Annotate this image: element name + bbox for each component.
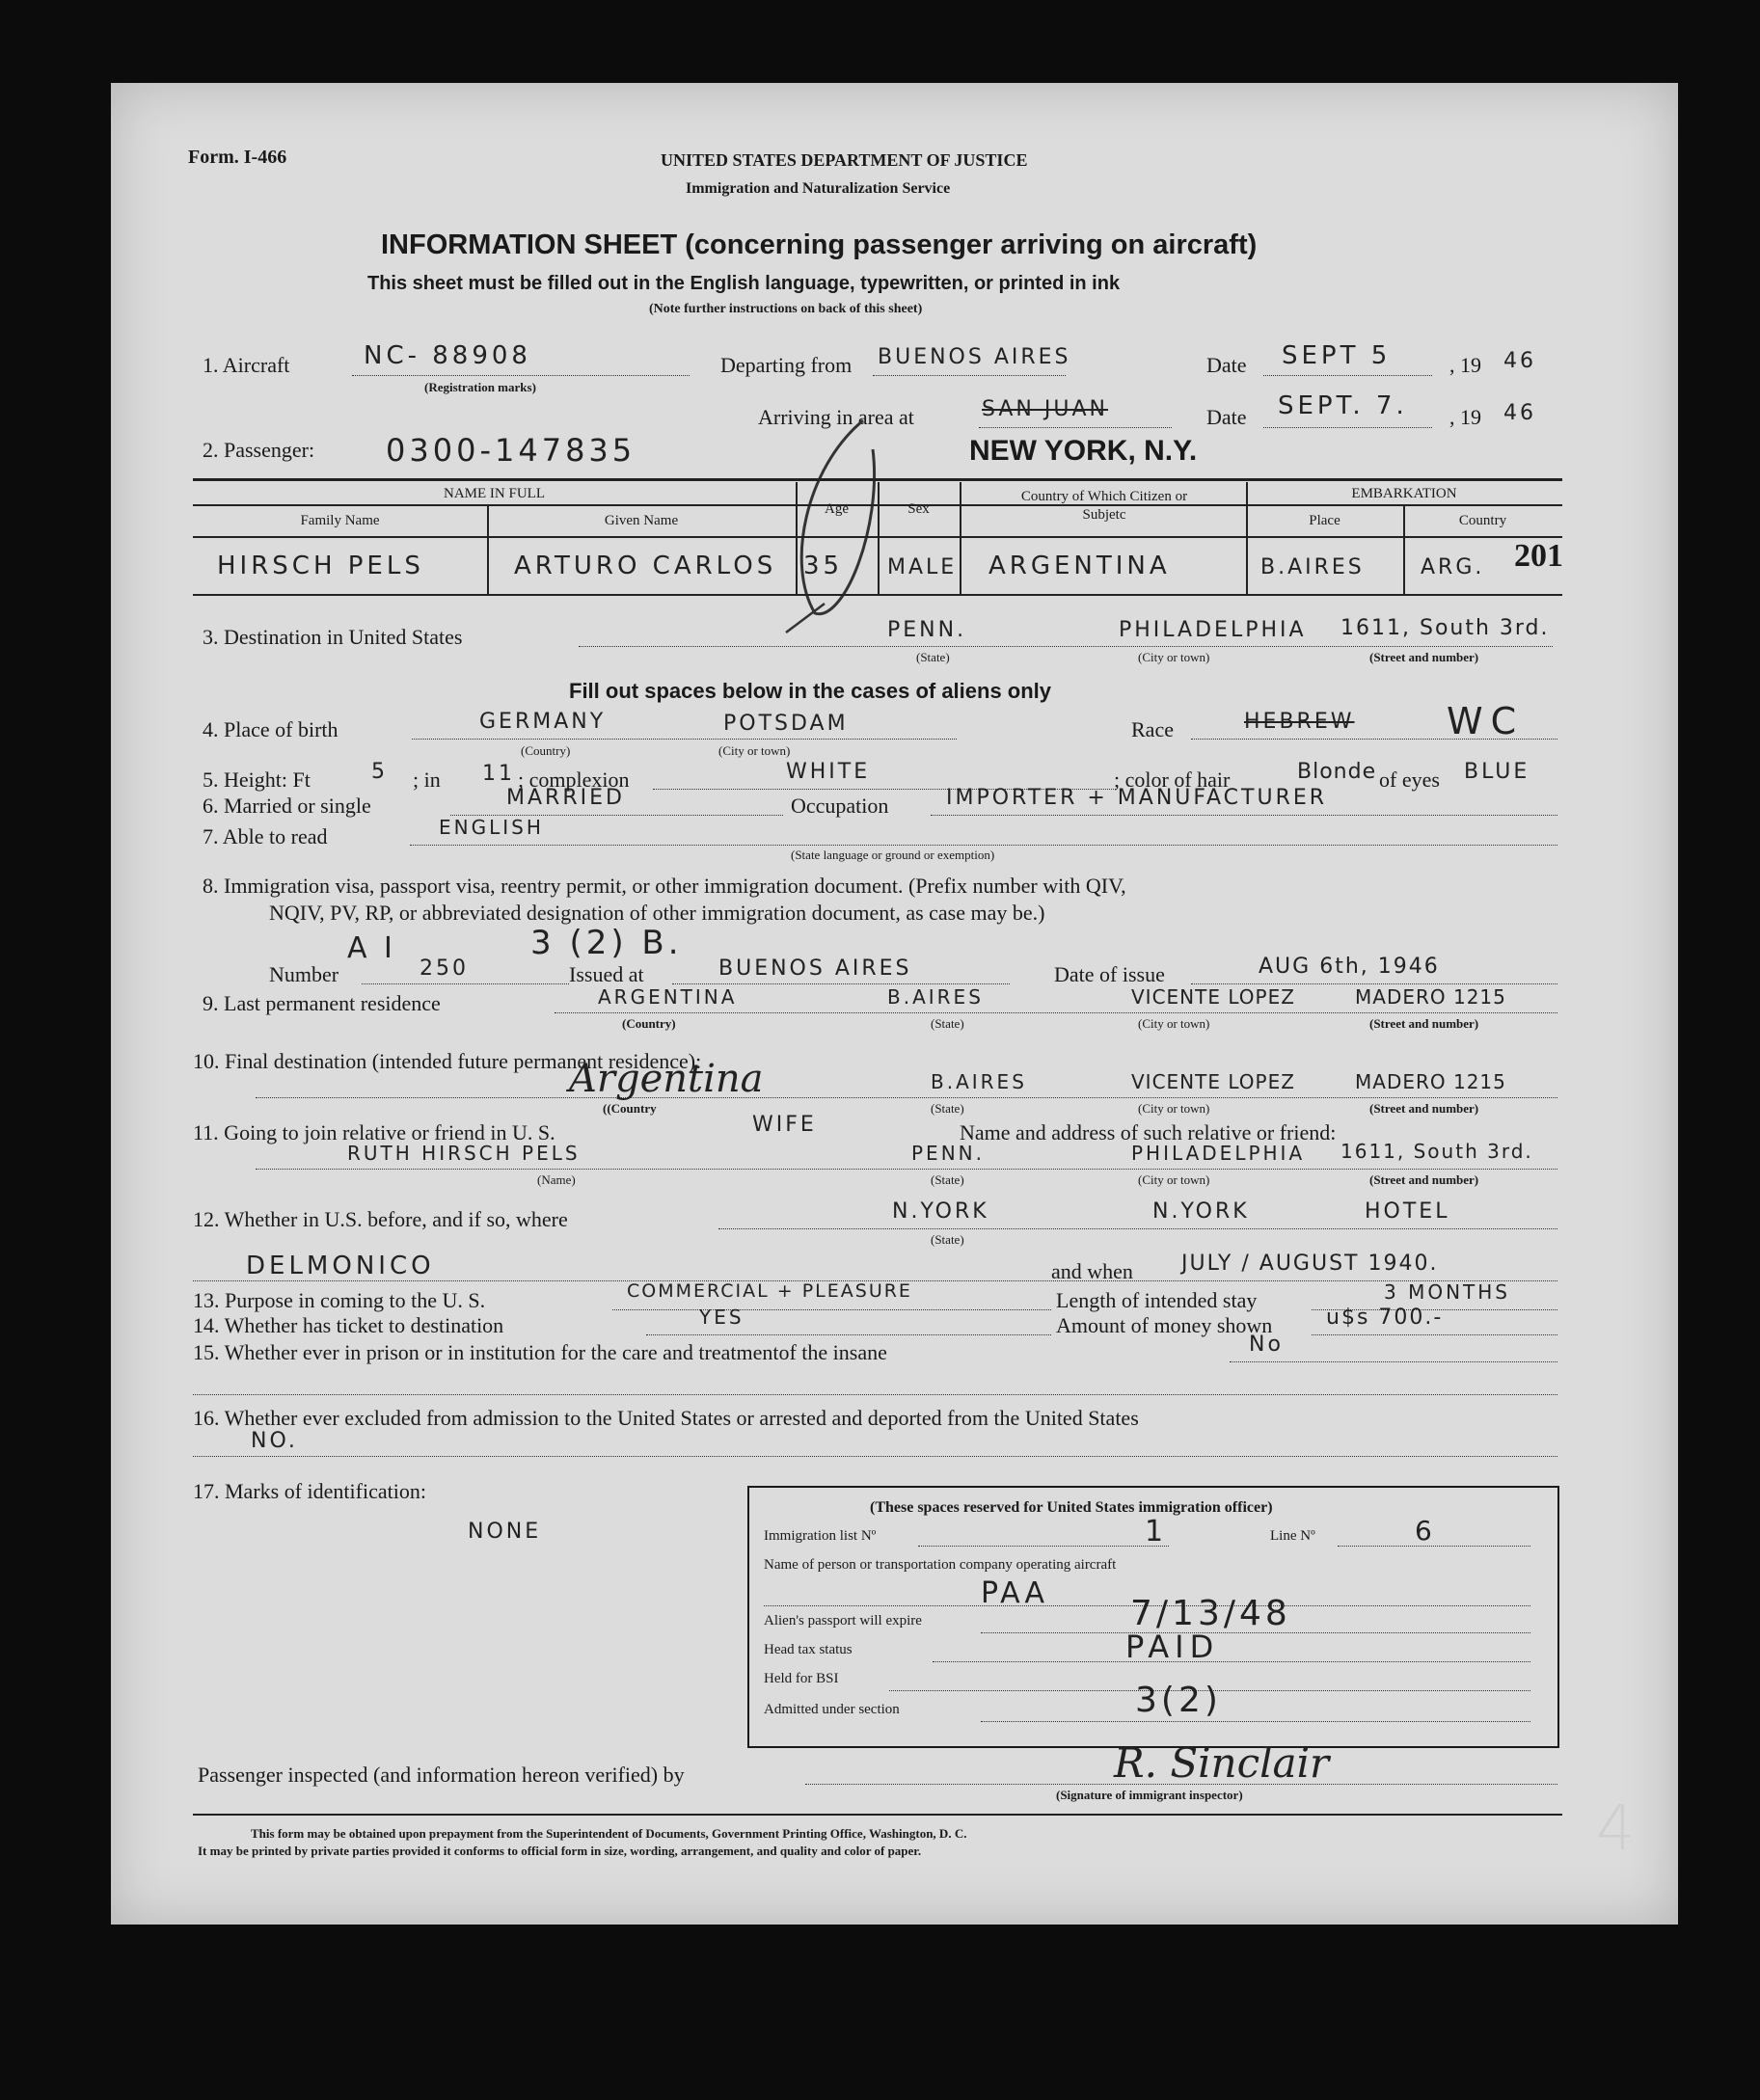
before-hotel: HOTEL bbox=[1365, 1199, 1450, 1224]
immigration-list-value: 1 bbox=[1145, 1515, 1167, 1548]
arrival-date-label: Date bbox=[1206, 405, 1247, 429]
residence-country-sub: (Country) bbox=[622, 1016, 676, 1031]
arrival-year-prefix: , 19 bbox=[1449, 405, 1481, 429]
married-label: 6. Married or single bbox=[203, 794, 371, 818]
read-value: ENGLISH bbox=[439, 816, 544, 839]
height-in: 11 bbox=[482, 762, 515, 786]
destination-label: 3. Destination in United States bbox=[203, 625, 463, 649]
read-label: 7. Able to read bbox=[203, 824, 328, 848]
visa-class-section: 3 (2) B. bbox=[530, 924, 683, 962]
prison-value: No bbox=[1249, 1333, 1284, 1357]
join-name-address-label: Name and address of such relative or friend: bbox=[960, 1120, 1337, 1144]
officer-box-heading: (These spaces reserved for United States immigration officer) bbox=[870, 1499, 1273, 1516]
residence-street: MADERO 1215 bbox=[1355, 985, 1506, 1009]
form-instruction: This sheet must be filled out in the English language, typewritten, or printed in ink bbox=[367, 273, 1121, 294]
before-place: DELMONICO bbox=[246, 1252, 435, 1280]
footer-line-1: This form may be obtained upon prepayment from the Superintendent of Documents, Government Printing Office, Washington, D. C. bbox=[251, 1826, 967, 1841]
race-value: HEBREW bbox=[1244, 710, 1355, 734]
aliens-heading: Fill out spaces below in the cases of aliens only bbox=[569, 679, 1052, 703]
height-in-label: ; in bbox=[413, 767, 441, 792]
join-city: PHILADELPHIA bbox=[1131, 1142, 1306, 1165]
before-state-sub: (State) bbox=[931, 1232, 964, 1247]
embark-place-value: B.AIRES bbox=[1260, 555, 1365, 579]
occupation-label: Occupation bbox=[791, 794, 889, 818]
excluded-label: 16. Whether ever excluded from admission to the United States or arrested and deported from the United States bbox=[193, 1406, 1139, 1430]
port-stamp: NEW YORK, N.Y. bbox=[969, 435, 1198, 467]
join-label: 11. Going to join relative or friend in U. S. bbox=[193, 1120, 555, 1144]
destination-street-sub: (Street and number) bbox=[1369, 650, 1479, 664]
section-value: 3(2) bbox=[1135, 1681, 1222, 1720]
visa-class-mark: A I bbox=[347, 931, 396, 965]
arrival-date-value: SEPT. 7. bbox=[1278, 391, 1408, 420]
family-name-value: HIRSCH PELS bbox=[217, 552, 424, 580]
signature-sub: (Signature of immigrant inspector) bbox=[1056, 1788, 1243, 1802]
passport-expire-label: Alien's passport will expire bbox=[764, 1613, 922, 1629]
residence-country: ARGENTINA bbox=[598, 985, 738, 1009]
prison-label: 15. Whether ever in prison or in institution for the care and treatmentof the insane bbox=[193, 1340, 887, 1364]
name-in-full-header: NAME IN FULL bbox=[444, 486, 545, 501]
final-dest-state-sub: (State) bbox=[931, 1101, 964, 1116]
purpose-value: COMMERCIAL + PLEASURE bbox=[627, 1280, 912, 1302]
birth-city-sub: (City or town) bbox=[718, 743, 791, 758]
visa-issued-at: BUENOS AIRES bbox=[718, 956, 912, 981]
aircraft-registration: NC- 88908 bbox=[364, 341, 531, 370]
table-top-rule bbox=[193, 478, 1562, 481]
destination-city-sub: (City or town) bbox=[1138, 650, 1210, 664]
form-note: (Note further instructions on back of this sheet) bbox=[649, 302, 923, 316]
line-number-value: 6 bbox=[1415, 1515, 1435, 1547]
race-label: Race bbox=[1131, 717, 1174, 741]
height-ft: 5 bbox=[371, 760, 388, 784]
visa-issued-label: Issued at bbox=[569, 962, 644, 986]
arrival-year-value: 46 bbox=[1503, 401, 1536, 425]
destination-state: PENN. bbox=[887, 618, 967, 642]
age-header: Age bbox=[825, 501, 849, 517]
join-state-sub: (State) bbox=[931, 1172, 964, 1187]
immigration-list-label: Immigration list Nº bbox=[764, 1528, 877, 1544]
company-value: PAA bbox=[981, 1576, 1049, 1610]
citizen-country-value: ARGENTINA bbox=[988, 552, 1171, 580]
embark-country-value: ARG. bbox=[1421, 555, 1485, 579]
footer-line-2: It may be printed by private parties provided it conforms to official form in size, wording, arrangement, and quality and color of paper. bbox=[198, 1844, 922, 1858]
visa-number-label: Number bbox=[269, 962, 339, 986]
complexion-value: WHITE bbox=[786, 760, 871, 784]
join-name-sub: (Name) bbox=[537, 1172, 576, 1187]
join-street-sub: (Street and number) bbox=[1369, 1172, 1479, 1187]
stay-value: 3 MONTHS bbox=[1384, 1280, 1510, 1304]
citizen-country-header: Country of Which Citizen or Subjetc bbox=[1020, 489, 1188, 523]
departing-value: BUENOS AIRES bbox=[878, 345, 1071, 369]
visa-date: AUG 6th, 1946 bbox=[1259, 955, 1440, 979]
read-sub: (State language or ground or exemption) bbox=[791, 848, 995, 862]
join-street: 1611, South 3rd. bbox=[1340, 1140, 1533, 1163]
money-label: Amount of money shown bbox=[1056, 1313, 1273, 1337]
arriving-value: SAN JUAN bbox=[982, 397, 1108, 421]
final-dest-city-sub: (City or town) bbox=[1138, 1101, 1210, 1116]
page-number-stamp: 201 bbox=[1514, 538, 1563, 574]
head-tax-value: PAID bbox=[1125, 1629, 1220, 1665]
destination-city: PHILADELPHIA bbox=[1119, 618, 1307, 642]
department-name: UNITED STATES DEPARTMENT OF JUSTICE bbox=[661, 150, 1028, 170]
departure-date-value: SEPT 5 bbox=[1282, 341, 1392, 370]
ticket-value: YES bbox=[699, 1306, 745, 1329]
before-state: N.YORK bbox=[892, 1199, 989, 1224]
destination-state-sub: (State) bbox=[916, 650, 950, 664]
final-dest-country-sub: ((Country bbox=[603, 1101, 657, 1116]
complexion-label: ; complexion bbox=[518, 767, 630, 792]
purpose-label: 13. Purpose in coming to the U. S. bbox=[193, 1288, 486, 1312]
inspection-label: Passenger inspected (and information hereon verified) by bbox=[198, 1763, 685, 1787]
departure-year-prefix: , 19 bbox=[1449, 353, 1481, 377]
birth-city: POTSDAM bbox=[723, 712, 849, 736]
sex-value: MALE bbox=[887, 555, 958, 579]
embark-country-header: Country bbox=[1458, 513, 1507, 528]
excluded-value: NO. bbox=[251, 1429, 298, 1453]
family-name-header: Family Name bbox=[300, 513, 380, 528]
head-tax-label: Head tax status bbox=[764, 1642, 853, 1657]
final-dest-street-sub: (Street and number) bbox=[1369, 1101, 1479, 1116]
marks-value: NONE bbox=[468, 1520, 542, 1544]
birth-country: GERMANY bbox=[479, 710, 607, 734]
marks-label: 17. Marks of identification: bbox=[193, 1479, 426, 1503]
footer-rule bbox=[193, 1814, 1562, 1816]
residence-street-sub: (Street and number) bbox=[1369, 1016, 1479, 1031]
money-value: u$s 700.- bbox=[1326, 1306, 1444, 1330]
departing-label: Departing from bbox=[720, 353, 853, 377]
residence-city: VICENTE LOPEZ bbox=[1131, 985, 1295, 1009]
departure-date-label: Date bbox=[1206, 353, 1247, 377]
passenger-number: 0300-147835 bbox=[386, 432, 636, 469]
departure-year-value: 46 bbox=[1503, 349, 1536, 373]
final-dest-state: B.AIRES bbox=[931, 1070, 1027, 1093]
passport-expire-value: 7/13/48 bbox=[1130, 1594, 1291, 1633]
join-name: RUTH HIRSCH PELS bbox=[347, 1142, 581, 1165]
eyes-label: of eyes bbox=[1379, 767, 1440, 792]
service-name: Immigration and Naturalization Service bbox=[686, 180, 951, 197]
embarkation-header: EMBARKATION bbox=[1351, 486, 1457, 501]
married-value: MARRIED bbox=[506, 786, 625, 810]
birth-country-sub: (Country) bbox=[521, 743, 571, 758]
residence-city-sub: (City or town) bbox=[1138, 1016, 1210, 1031]
margin-page-number: 4 bbox=[1596, 1793, 1636, 1865]
form-number: Form. I-466 bbox=[188, 147, 287, 168]
aircraft-label: 1. Aircraft bbox=[203, 353, 290, 377]
race-correction: WC bbox=[1447, 700, 1525, 742]
residence-state-sub: (State) bbox=[931, 1016, 964, 1031]
stay-label: Length of intended stay bbox=[1056, 1288, 1258, 1312]
join-state: PENN. bbox=[911, 1142, 985, 1165]
bsi-label: Held for BSI bbox=[764, 1671, 839, 1686]
before-city: N.YORK bbox=[1152, 1199, 1250, 1224]
form-sheet bbox=[111, 83, 1678, 1925]
aircraft-sub: (Registration marks) bbox=[424, 380, 536, 394]
arriving-label: Arriving in area at bbox=[758, 405, 914, 429]
form-title: INFORMATION SHEET (concerning passenger arriving on aircraft) bbox=[381, 229, 1258, 260]
residence-label: 9. Last permanent residence bbox=[203, 991, 441, 1015]
section-label: Admitted under section bbox=[764, 1702, 900, 1717]
height-label: 5. Height: Ft bbox=[203, 767, 311, 792]
company-label: Name of person or transportation company operating aircraft bbox=[764, 1557, 1117, 1573]
destination-street: 1611, South 3rd. bbox=[1340, 616, 1550, 640]
final-dest-street: MADERO 1215 bbox=[1355, 1070, 1506, 1093]
sex-header: Sex bbox=[907, 501, 930, 517]
hair-value: Blonde bbox=[1297, 760, 1377, 784]
final-dest-city: VICENTE LOPEZ bbox=[1131, 1070, 1295, 1093]
visa-date-label: Date of issue bbox=[1054, 962, 1165, 986]
given-name-header: Given Name bbox=[604, 513, 679, 528]
age-value: 35 bbox=[803, 552, 844, 580]
occupation-value: IMPORTER + MANUFACTURER bbox=[946, 786, 1328, 810]
passenger-label: 2. Passenger: bbox=[203, 438, 315, 462]
final-dest-country: Argentina bbox=[569, 1057, 764, 1101]
hair-label: ; color of hair bbox=[1114, 767, 1231, 792]
before-label: 12. Whether in U.S. before, and if so, where bbox=[193, 1207, 568, 1231]
join-relation: WIFE bbox=[752, 1113, 817, 1137]
given-name-value: ARTURO CARLOS bbox=[514, 552, 777, 580]
join-city-sub: (City or town) bbox=[1138, 1172, 1210, 1187]
place-header: Place bbox=[1309, 513, 1340, 528]
visa-number: 250 bbox=[420, 956, 469, 981]
officer-box bbox=[747, 1486, 1559, 1748]
residence-state: B.AIRES bbox=[887, 985, 984, 1009]
before-when-label: and when bbox=[1051, 1259, 1133, 1283]
ticket-label: 14. Whether has ticket to destination bbox=[193, 1313, 504, 1337]
birth-label: 4. Place of birth bbox=[203, 717, 338, 741]
visa-label-2: NQIV, PV, RP, or abbreviated designation of other immigration document, as case may be.) bbox=[269, 901, 1045, 925]
inspector-signature: R. Sinclair bbox=[1114, 1739, 1330, 1787]
eyes-value: BLUE bbox=[1464, 760, 1530, 784]
before-when: JULY / AUGUST 1940. bbox=[1181, 1252, 1439, 1276]
line-number-label: Line Nº bbox=[1270, 1528, 1315, 1544]
visa-label-1: 8. Immigration visa, passport visa, reentry permit, or other immigration document. (Prefix number with QIV, bbox=[203, 874, 1126, 898]
final-dest-label: 10. Final destination (intended future permanent residence): bbox=[193, 1049, 702, 1073]
